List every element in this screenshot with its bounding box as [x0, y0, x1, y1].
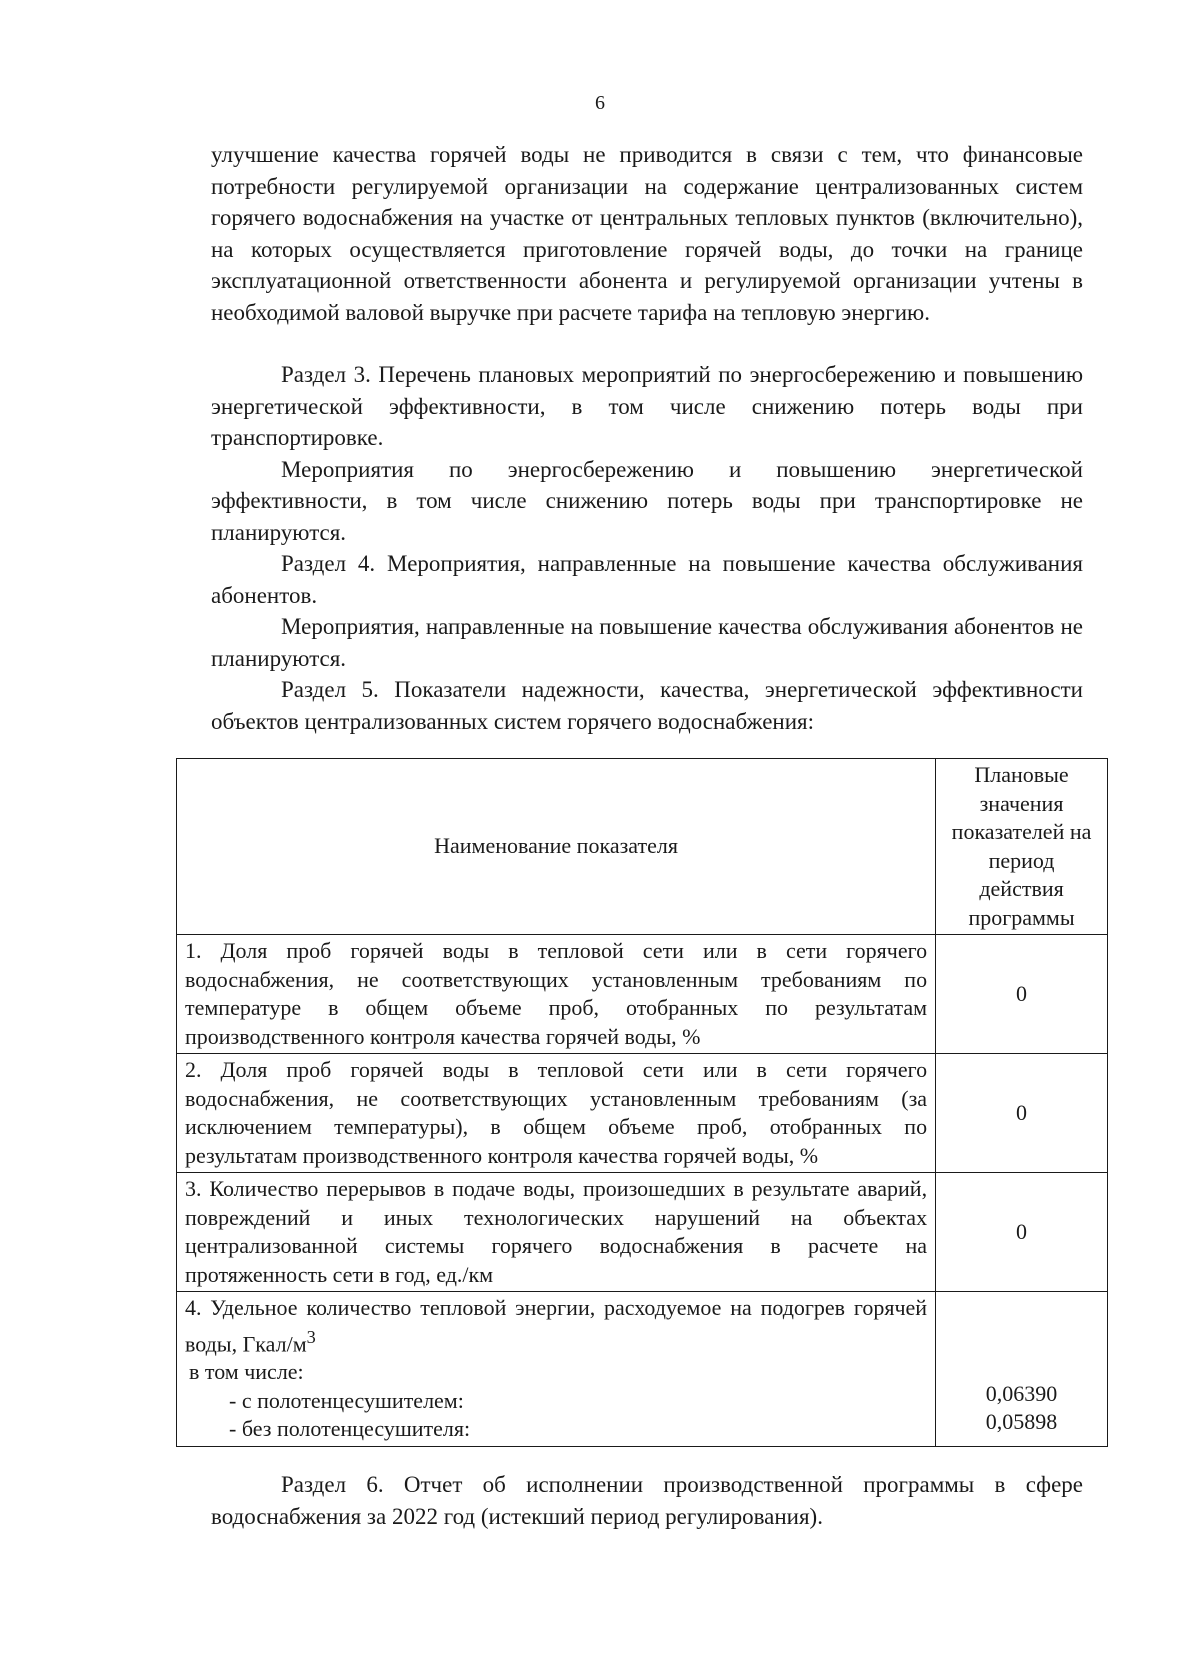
indicator-value: 0 — [936, 1173, 1108, 1292]
header-planned-values: Плановые значения показателей на период действия программы — [936, 759, 1108, 935]
indicator-value: 0 — [936, 935, 1108, 1054]
section-6-block — [211, 1469, 1083, 1532]
sub-indicator-with-towel-dryer: - с полотенцесушителем: — [229, 1387, 464, 1413]
table-row — [177, 1173, 1108, 1292]
sub-indicator-without-towel-dryer: - без полотенцесушителя: — [229, 1416, 471, 1442]
value-with-towel-dryer: 0,06390 — [985, 1380, 1058, 1406]
indicator-value: 0 — [936, 1054, 1108, 1173]
section-6-title: Раздел 6. Отчет об исполнении производственной программы в сфере водоснабжения за 2022 год (истекший период регулирования). — [211, 1472, 1083, 1529]
indicator-4-title: 4. Удельное количество тепловой энергии, расходуемое на подогрев горячей воды, Гкал/м — [185, 1295, 928, 1356]
indicator-value — [936, 1292, 1108, 1447]
indicators-table — [176, 758, 1108, 1447]
header-indicator-name: Наименование показателя — [177, 759, 936, 935]
indicator-name — [177, 1292, 936, 1447]
paragraph-text: улучшение качества горячей воды не приводится в связи с тем, что финансовые потребности регулируемой организации на содержание централизованных систем горячего водоснабжения на участке от центральных тепловых пунктов (включительно), на которых осуществляется приготовление горячей воды, до точки на границе эксплуатационной ответственности абонента и регулируемой организации учтены в необходимой валовой выручке при расчете тарифа на тепловую энергию. — [211, 142, 1083, 325]
table-header-row — [177, 759, 1108, 935]
table-row — [177, 1292, 1108, 1447]
page-number: 6 — [595, 92, 605, 114]
including-label: в том числе: — [189, 1359, 304, 1385]
intro-paragraph — [211, 139, 1083, 328]
section-5-title: Раздел 5. Показатели надежности, качества, энергетической эффективности объектов централизованных систем горячего водоснабжения: — [211, 677, 1083, 734]
indicator-name: 3. Количество перерывов в подаче воды, произошедших в результате аварий, повреждений и иных технологических нарушений на объектах централизованной системы горячего водоснабжения в расчете на протяженность сети в год, ед./км — [177, 1173, 936, 1292]
table-row — [177, 1054, 1108, 1173]
indicator-name: 2. Доля проб горячей воды в тепловой сети или в сети горячего водоснабжения, не соответствующих установленным требованиям (за исключением температуры), в общем объеме проб, отобранных по результатам производственного контроля качества горячей воды, % — [177, 1054, 936, 1173]
sections-block — [211, 359, 1083, 737]
unit-superscript: 3 — [306, 1326, 316, 1347]
section-3-text: Мероприятия по энергосбережению и повышению энергетической эффективности, в том числе снижению потерь воды при транспортировке не планируются. — [211, 456, 1083, 545]
indicator-name: 1. Доля проб горячей воды в тепловой сети или в сети горячего водоснабжения, не соответствующих установленным требованиям по температуре в общем объеме проб, отобранных по результатам производственного контроля качества горячей воды, % — [177, 935, 936, 1054]
section-3-title: Раздел 3. Перечень плановых мероприятий по энергосбережению и повышению энергетической эффективности, в том числе снижению потерь воды при транспортировке. — [211, 362, 1083, 450]
section-4-text: Мероприятия, направленные на повышение качества обслуживания абонентов не планируются. — [211, 614, 1083, 671]
section-4-title: Раздел 4. Мероприятия, направленные на повышение качества обслуживания абонентов. — [211, 551, 1083, 608]
value-without-towel-dryer: 0,05898 — [985, 1409, 1058, 1434]
table-row — [177, 935, 1108, 1054]
